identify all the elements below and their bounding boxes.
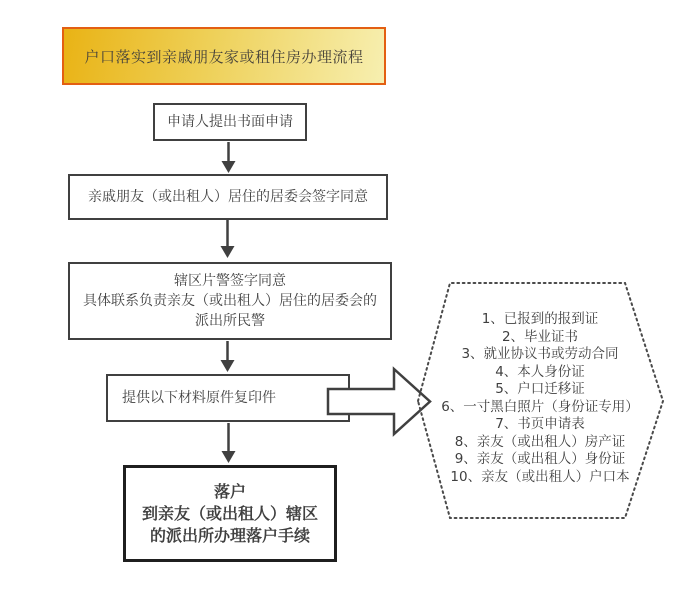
flow-step-line: 申请人提出书面申请 [167, 114, 293, 130]
materials-list-item: 9、亲友（或出租人）身份证 [454, 451, 626, 467]
materials-list-item: 7、书页申请表 [495, 416, 585, 432]
materials-list-item: 10、亲友（或出租人）户口本 [450, 468, 630, 485]
flow-step-district-police-approval [68, 262, 392, 340]
down-arrow-4 [222, 423, 236, 463]
arrow-head-icon [222, 451, 236, 463]
down-arrow-3 [221, 341, 235, 372]
flow-step-settle-registration [123, 465, 337, 562]
flow-step-line: 具体联系负责亲友（或出租人）居住的居委会的 [83, 293, 377, 309]
materials-list-item: 5、户口迁移证 [495, 381, 585, 397]
materials-list [425, 311, 655, 486]
flowchart-title [62, 27, 386, 85]
materials-list-item: 4、本人身份证 [495, 363, 585, 380]
materials-list-item: 8、亲友（或出租人）房产证 [454, 433, 626, 450]
flowchart-title-text: 户口落实到亲戚朋友家或租住房办理流程 [84, 47, 364, 66]
flow-step-line: 落户 [213, 481, 246, 501]
flow-step-line: 辖区片警签字同意 [174, 273, 286, 289]
flow-step-line: 到亲友（或出租人）辖区 [141, 503, 318, 523]
flow-step-line: 派出所民警 [195, 313, 265, 329]
flow-step-provide-materials [106, 374, 350, 422]
down-arrow-2 [221, 220, 235, 258]
arrow-head-icon [222, 161, 236, 173]
materials-list-item: 3、就业协议书或劳动合同 [461, 346, 619, 362]
down-arrow-1 [222, 142, 236, 173]
arrow-head-icon [221, 360, 235, 372]
arrow-head-icon [221, 246, 235, 258]
flow-step-line: 的派出所办理落户手续 [149, 525, 310, 545]
materials-list-item: 1、已报到的报到证 [481, 311, 599, 327]
flow-step-committee-approval [68, 174, 388, 220]
flow-step-line: 亲戚朋友（或出租人）居住的居委会签字同意 [88, 189, 368, 205]
materials-list-item: 2、毕业证书 [501, 328, 579, 345]
materials-list-item: 6、一寸黑白照片（身份证专用） [441, 398, 639, 415]
flow-step-written-application [153, 103, 307, 141]
flow-step-line: 提供以下材料原件复印件 [122, 390, 276, 406]
